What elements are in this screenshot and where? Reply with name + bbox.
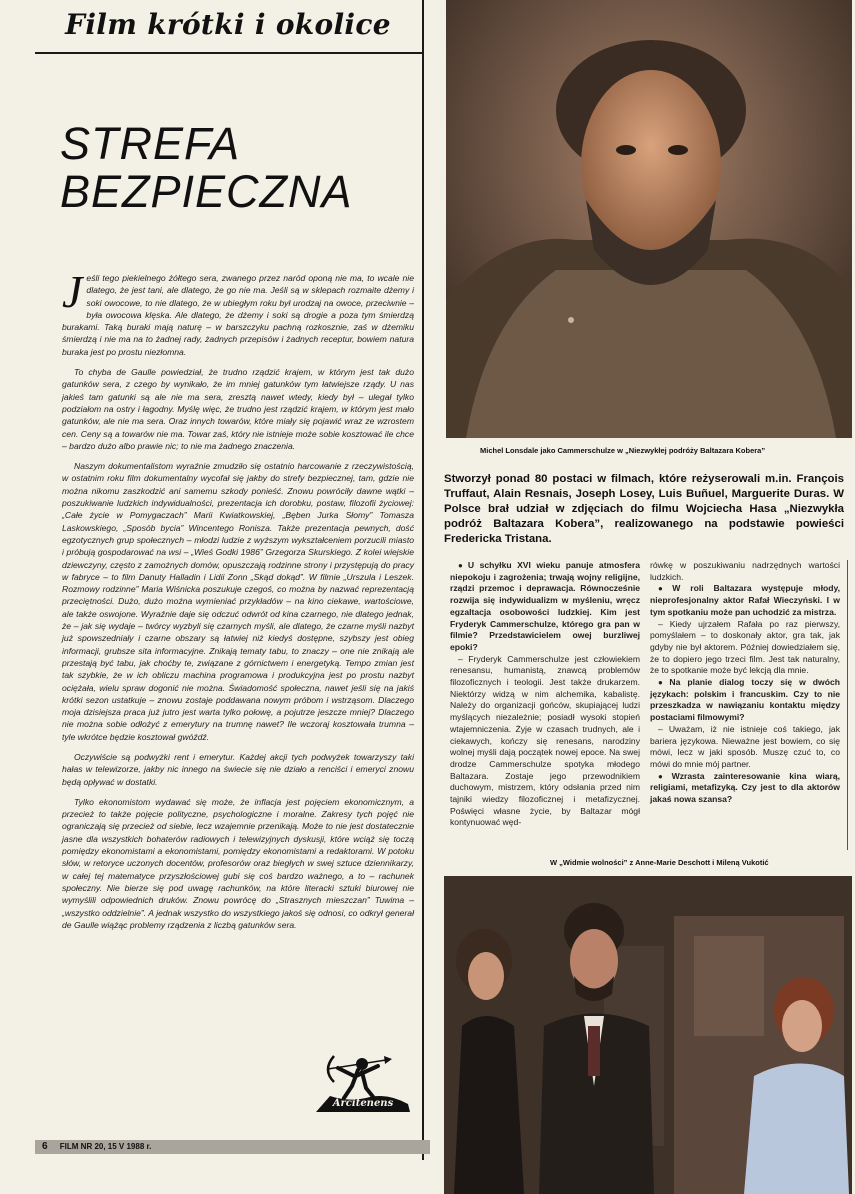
interview-question: ● Na planie dialog toczy się w dwóch językach: polskim i francuskim. Czy to nie przeszkadza w nawiązaniu kontaktu między postaciami filmowymi? (650, 677, 840, 723)
interview-question: ● W roli Baltazara występuje młody, nieprofesjonalny aktor Rafał Wieczyński. I w tym spotkaniu może pan uchodzić za mistrza. (650, 583, 840, 617)
article-paragraph: Jeśli tego piekielnego żółtego sera, zwanego przez naród oponą nie ma, to wcale nie dlatego, że jest tani, ale dlatego, że go nie ma. Jeśli są w sklepach rozmaite dżemy i soki owocowe, to nie dlatego, że w ubiegłym roku był urodzaj na owoce, przeciwnie – była owocowa klęska. Ale dlatego, że dżemy i soki są drogie a poza tym śmierdzą burakami. Taką buraki mają naturę – w barszczyku pachną rozkosznie, zaś w dżemiku śmierdzą i nie ma na to żadnej rady, żadnych przepisów i żadnych receptur, bowiem natura buraka jest po prostu niezłomna. (62, 266, 414, 357)
article-headline (60, 120, 420, 216)
issue-info: FILM NR 20, 15 V 1988 r. (59, 1142, 152, 1151)
bullet-icon: ● (658, 584, 671, 594)
interview-answer: – Uważam, iż nie istnieje coś takiego, jak bariera językowa. Nieważne jest bowiem, co się mówi, lecz w jaki sposób. Muszę czuć to, co mówi do mnie mój partner. (650, 723, 840, 769)
headline-line-1: STREFA (60, 118, 241, 169)
article-body (62, 266, 414, 939)
photo-caption: Michel Lonsdale jako Cammerschulze w „Niezwykłej podróży Baltazara Kobera” (480, 446, 766, 455)
interview-question: ● Wzrasta zainteresowanie kina wiarą, religiami, metafizyką. Czy jest to dla aktorów jakaś nowa szansa? (650, 770, 840, 805)
article-paragraph: Naszym dokumentalistom wyraźnie zmudziło się ostatnio harcowanie z rzeczywistością, w ostatnim roku film dokumentalny wycofał się jakby do strefy bezpiecznej, tam, gdzie nie można nikomu zaszkodzić ani samemu szkody ponieść. Znowu powróciły dawne wątki – poszukiwanie ludzkich indywidualności, prezentacja ich dorobku, postaw, filozofii życiowej: „Całe życie w Pomygaczach” Marii Kwiatkowskiej, „Bęben Jurka Słomy” Tomasza Laskowskiego, „Sposób bycia” Wincentego Ronisza. Także prezentacja pewnych, dość egzotycznych grup społecznych – młodzi ludzie z wyższym wykształceniem porzucili miasto i próbują gospodarować na wsi – „Wieś Godki 1986” Grzegorza Skurskiego. Z kolei wiejskie dziewczyny, często z zamożnych domów, opuszczają rodzinne strony i przystępują do pracy w fabryce – to film Danuty Halladin i Lidii Zonn „Skąd dokąd”. W filmie „Urszula i Leszek. Rozmowy rodzinne” Maria Wiśnicka poszukuje czegoś, co można by nazwać reprezentacją przeciętności. Dużo, dużo można wymieniać przykładów – na kino ciekawe, wartościowe, ale także oswojone. Wyraźnie daje się odczuć odwrót od kina czarnego, nie dlatego jednak, że – jak się wydaje – twórcy wyzbyli się czarnych myśli, ale dlatego, że czarne myśli nazbyt już spowszedniały i czarne obszary są łatwiej niż kiedyś dostępne, szybszy jest obieg informacji, grubsze sita informacyjne. Znikają tematy tabu, to znaczy – one nie znikają ale przestają być tabu, jak choćby te, związane z górnictwem i energetyką. Tempo zmian jest tak szybkie, że w ich obliczu machina programowa i produkcyjna jest po prostu nazbyt ociężała, wielu spraw dogonić nie można. Świadomość społeczna, nawet jeśli się na jakiś krótki sezon ustatkuje – znowu zostaje poddawana nowym próbom i wstrząsom. Dlaczego moja dzisiejsza praca już jutro jest warta tylko połowę, a pojutrze jeszcze mniej? Dlaczego nie można sobie odłożyć z emerytury na trumnę nawet? Ile wczoraj kosztowała trumna – tyle wkrótce będzie kosztował gwóźdź. (62, 461, 414, 742)
signature-text: Arcitenens (332, 1098, 394, 1109)
interview-rule (847, 560, 848, 850)
interview-question: ● U schyłku XVI wieku panuje atmosfera niepokoju i zagrożenia; trwają wojny religijne, rządzi przemoc i deprawacja. Równocześnie rozwija się indywidualizm w myśleniu, wręcz egzaltacja osobowości ludzkiej. Kim jest Fryderyk Cammerschulze, którego gra pan w filmie? Przedstawicielem owej burzliwej epoki? (450, 560, 640, 652)
section-kicker: Film krótki i okolice (65, 8, 391, 41)
film-still-photo (444, 876, 852, 1194)
interview-answer: rówkę w poszukiwaniu nadrzędnych wartości ludzkich. (650, 560, 840, 582)
archer-signature-icon (308, 1052, 418, 1120)
drop-cap: J (62, 266, 83, 317)
interview-column-right (650, 560, 840, 806)
interview-answer: – Kiedy ujrzałem Rafała po raz pierwszy, pomyślałem – to doskonały aktor, gra tak, jak gdyby nie był aktorem. Później dowiedziałem się, że to dopiero jego trzeci film. Jest tak naturalny, że to spotkanie może być lekcją dla mnie. (650, 618, 840, 676)
column-divider (422, 0, 424, 1160)
article-paragraph: Oczywiście są podwyżki rent i emerytur. Każdej akcji tych podwyżek towarzyszy taki hałas w telewizorze, jakby nic innego na świecie się nie działo a renciści i emeryci znowu będą opływać w dostatki. (62, 751, 414, 787)
headline-line-2: BEZPIECZNA (60, 166, 353, 217)
bullet-icon: ● (458, 561, 466, 570)
kicker-rule (35, 52, 423, 54)
interview-lead: Stworzył ponad 80 postaci w filmach, które reżyserowali m.in. François Truffaut, Alain Resnais, Joseph Losey, Luis Buñuel, Marguerite Duras. W Polsce brał udział w zdjęciach do filmu Wojciecha Hasa „Niezwykła podróż Baltazara Kobera”, realizowanego na podstawie powieści Fredericka Tristana. (444, 473, 844, 545)
page-footer (42, 1141, 151, 1152)
article-paragraph: Tylko ekonomistom wydawać się może, że inflacja jest pojęciem ekonomicznym, a przecież to także pojęcie polityczne, psychologiczne i moralne. Zakresy tych pojęć nie ograniczają się przecież od siebie, lecz wzajemnie przenikają. Może to nie jest dostatecznie jasne dla wszystkich bohaterów radiowych i telewizyjnych dyskusji, które wciąż się toczą pomiędzy ekonomistami a ekonomistami, pomiędzy ekonomistami a redaktorami. W potoku słów, w retoryce uczonych docentów, profesorów oraz biegłych w swej sztuce dziennikarzy, w całej tej matematyce przyszłościowej gubi się coś bardzo ważnego, a to – rachunek społeczny. Nie bierze się pod uwagę rachunków, na które literacki sztuki biurowej nie wymyślili odpowiednich druków. Znowu powrócę do „Strasznych mieszczan” Tuwima – „wszystko oddzielnie”. A jednak wszystko do wszystkiego jakoś się odnosi, co odkrył generał de Gaulle wiążąc problemy rządzenia z liczbą gatunków sera. (62, 796, 414, 930)
bullet-icon: ● (658, 678, 668, 688)
page-number: 6 (42, 1141, 48, 1152)
interview-column-left (450, 560, 640, 829)
bullet-icon: ● (658, 771, 670, 781)
article-paragraph: To chyba de Gaulle powiedział, że trudno rządzić krajem, w którym jest tak dużo gatunków sera, z czego by wynikało, że im mniej gatunków tym łatwiejsze rządy. U nas jakieś tam gatunki są ale nie ma sera, zresztą nawet wtedy, kiedy był – ulegał tylko podziałom na ostry i łagodny. Myślę więc, że trudno jest rządzić krajem, w którym jest mało gatunków, ale nie ma sera. Oraz innych towarów, które miały się pojawić wraz ze wzrostem cen. Ceny są a towarów nie ma. Towar zaś, który nie istnieje może sobie kosztować ile chce – bardzo dużo albo prawie nic; to nie ma żadnego znaczenia. (62, 367, 414, 451)
photo-caption: W „Widmie wolności” z Anne-Marie Deschott i Mileną Vukotić (550, 858, 769, 867)
interview-answer: – Fryderyk Cammerschulze jest człowiekiem renesansu, humanistą, znawcą problemów filozoficznych i teologii. Jest także drukarzem. Niektórzy widzą w nim alchemika, kabalistę. Należy do organizacji gońców, skupiającej ludzi myślących niezależnie; posiadł wysoki stopień wtajemniczenia. Żyje w czasach trudnych, ale i ciekawych, kończy się renesans, narodziny wolnej myśli dają początek nowej epoce. Na swej drodze Cammerschulze spotyka młodego Baltazara. Zostaje jego przewodnikiem duchowym, mistrzem, który odsłania przed nim tajniki wiedzy filozoficznej i metafizycznej. Poświęci własne życie, by Baltazar mógł kontynuować węd- (450, 653, 640, 828)
portrait-photo (446, 0, 852, 438)
